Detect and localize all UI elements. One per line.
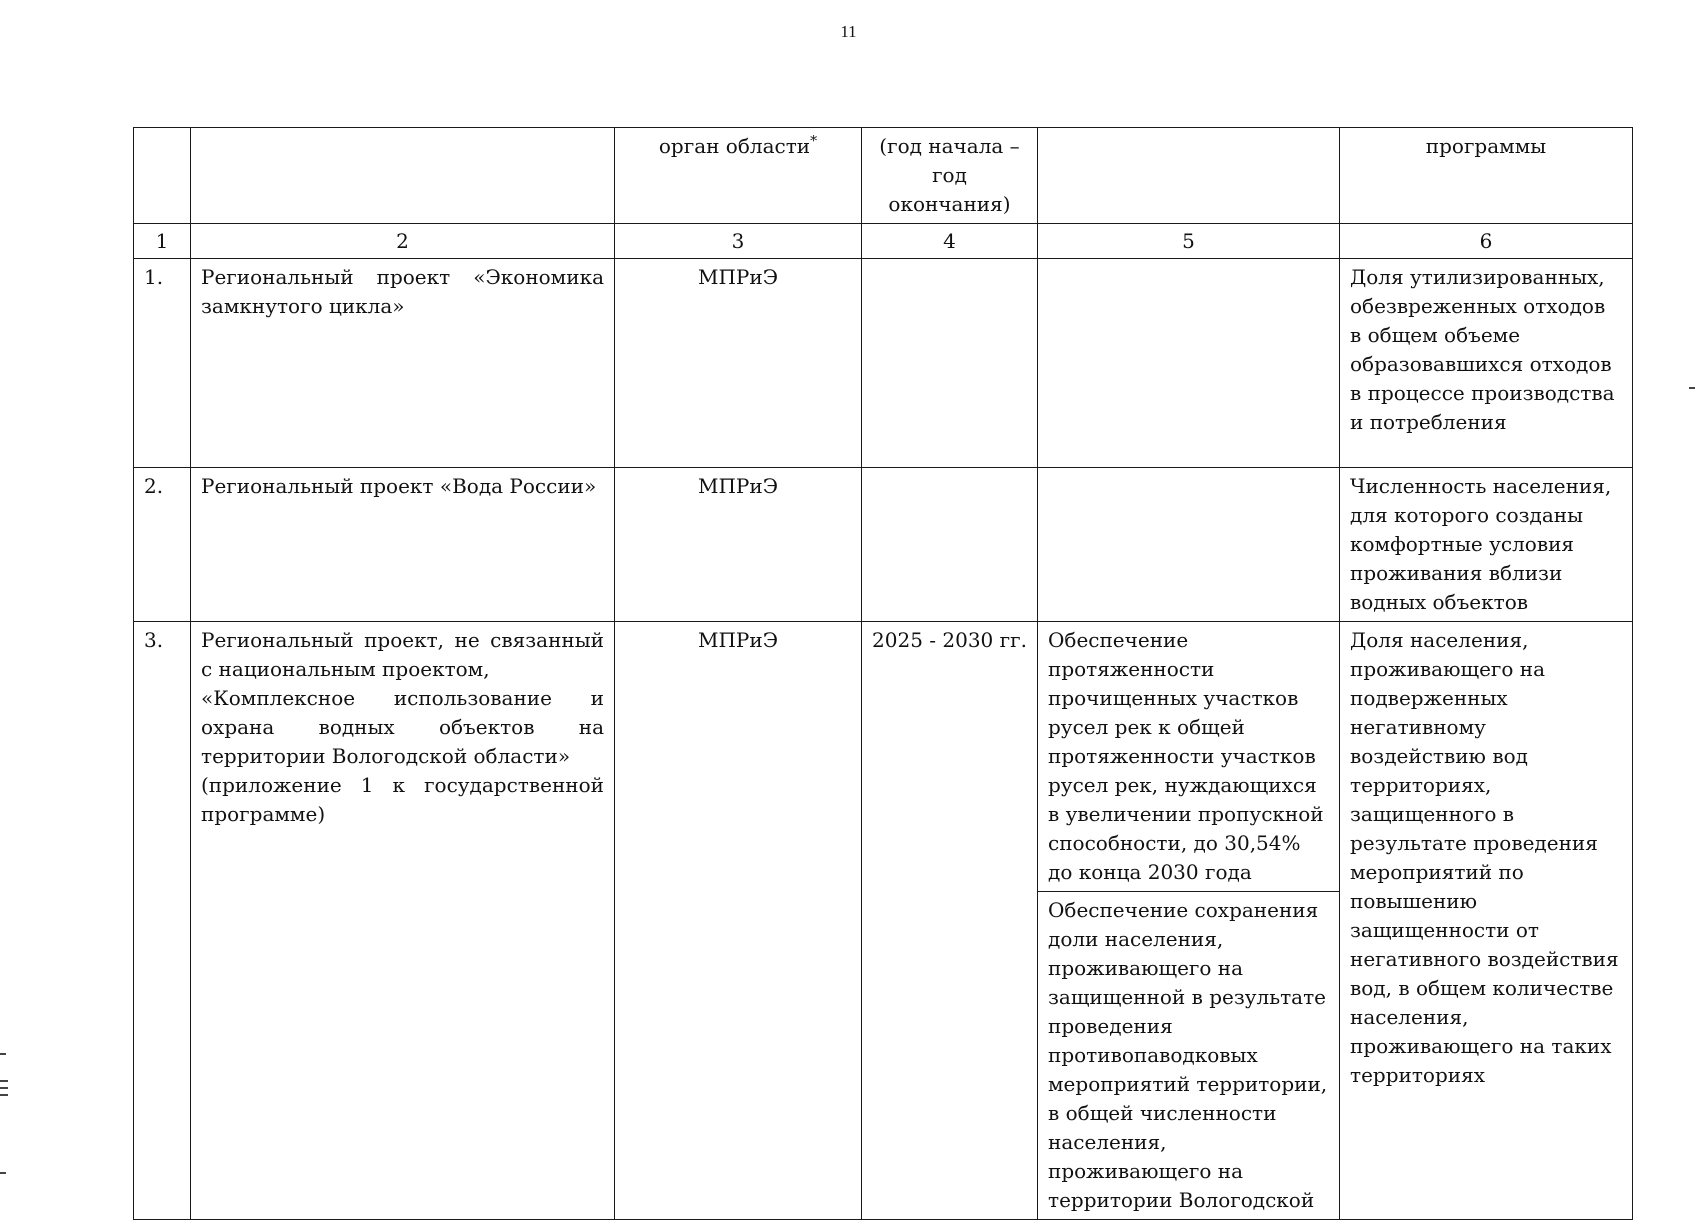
program-table bbox=[133, 127, 1633, 1220]
header-cell-4: (год начала – год окончания) bbox=[862, 128, 1038, 224]
responsible-body: МПРиЭ bbox=[615, 622, 862, 1220]
column-number: 2 bbox=[191, 224, 615, 259]
responsible-body: МПРиЭ bbox=[615, 468, 862, 622]
project-name: Региональный проект «Вода России» bbox=[191, 468, 615, 622]
header-cell-2 bbox=[191, 128, 615, 224]
period: 2025 - 2030 гг. bbox=[862, 622, 1038, 1220]
column-number: 1 bbox=[134, 224, 191, 259]
column-number: 3 bbox=[615, 224, 862, 259]
project-name-line: Региональный проект, не связанный с национальным проектом, bbox=[201, 628, 604, 681]
row-number: 2. bbox=[134, 468, 191, 622]
task: Обеспечение сохранения доли населения, проживающего на защищенной в результате проведения противопаводковых мероприятий территории, в общей численности населения, проживающего на территории Вологодской bbox=[1038, 892, 1340, 1220]
margin-mark bbox=[0, 1080, 8, 1082]
task: Обеспечение протяженности прочищенных участков русел рек к общей протяженности участков русел рек, нуждающихся в увеличении пропускной способности, до 30,54% до конца 2030 года bbox=[1038, 622, 1340, 892]
indicator: Доля утилизированных, обезвреженных отходов в общем объеме образовавшихся отходов в процессе производства и потребления bbox=[1340, 259, 1633, 468]
task bbox=[1038, 259, 1340, 468]
responsible-body: МПРиЭ bbox=[615, 259, 862, 468]
header-cell-6: программы bbox=[1340, 128, 1633, 224]
page-number: 11 bbox=[840, 22, 857, 41]
header-cell-3 bbox=[615, 128, 862, 224]
margin-mark bbox=[0, 1094, 8, 1096]
table-row bbox=[134, 622, 1633, 892]
project-name-line: (приложение 1 к государственной программе) bbox=[201, 773, 604, 826]
period bbox=[862, 468, 1038, 622]
row-number: 1. bbox=[134, 259, 191, 468]
margin-mark bbox=[0, 1172, 6, 1174]
margin-mark bbox=[0, 1087, 8, 1089]
column-number: 6 bbox=[1340, 224, 1633, 259]
header-cell-1 bbox=[134, 128, 191, 224]
project-name: Региональный проект «Экономика замкнутого цикла» bbox=[191, 259, 615, 468]
header-cell-3-text: орган области bbox=[658, 134, 811, 158]
table-row bbox=[134, 468, 1633, 622]
margin-mark bbox=[1689, 387, 1695, 389]
period bbox=[862, 259, 1038, 468]
row-number: 3. bbox=[134, 622, 191, 1220]
project-name-line: «Комплексное использование и охрана водных объектов на территории Вологодской области» bbox=[201, 686, 604, 768]
header-row bbox=[134, 128, 1633, 224]
task bbox=[1038, 468, 1340, 622]
column-number: 5 bbox=[1038, 224, 1340, 259]
column-number-row bbox=[134, 224, 1633, 259]
indicator: Доля населения, проживающего на подверженных негативному воздействию вод территориях, защищенного в результате проведения мероприятий по повышению защищенности от негативного воздействия вод, в общем количестве населения, проживающего на таких территориях bbox=[1340, 622, 1633, 1220]
column-number: 4 bbox=[862, 224, 1038, 259]
footnote-mark: * bbox=[810, 133, 818, 150]
margin-mark bbox=[0, 1053, 6, 1055]
table-row bbox=[134, 259, 1633, 468]
header-cell-5 bbox=[1038, 128, 1340, 224]
project-name bbox=[191, 622, 615, 1220]
indicator: Численность населения, для которого созданы комфортные условия проживания вблизи водных объектов bbox=[1340, 468, 1633, 622]
